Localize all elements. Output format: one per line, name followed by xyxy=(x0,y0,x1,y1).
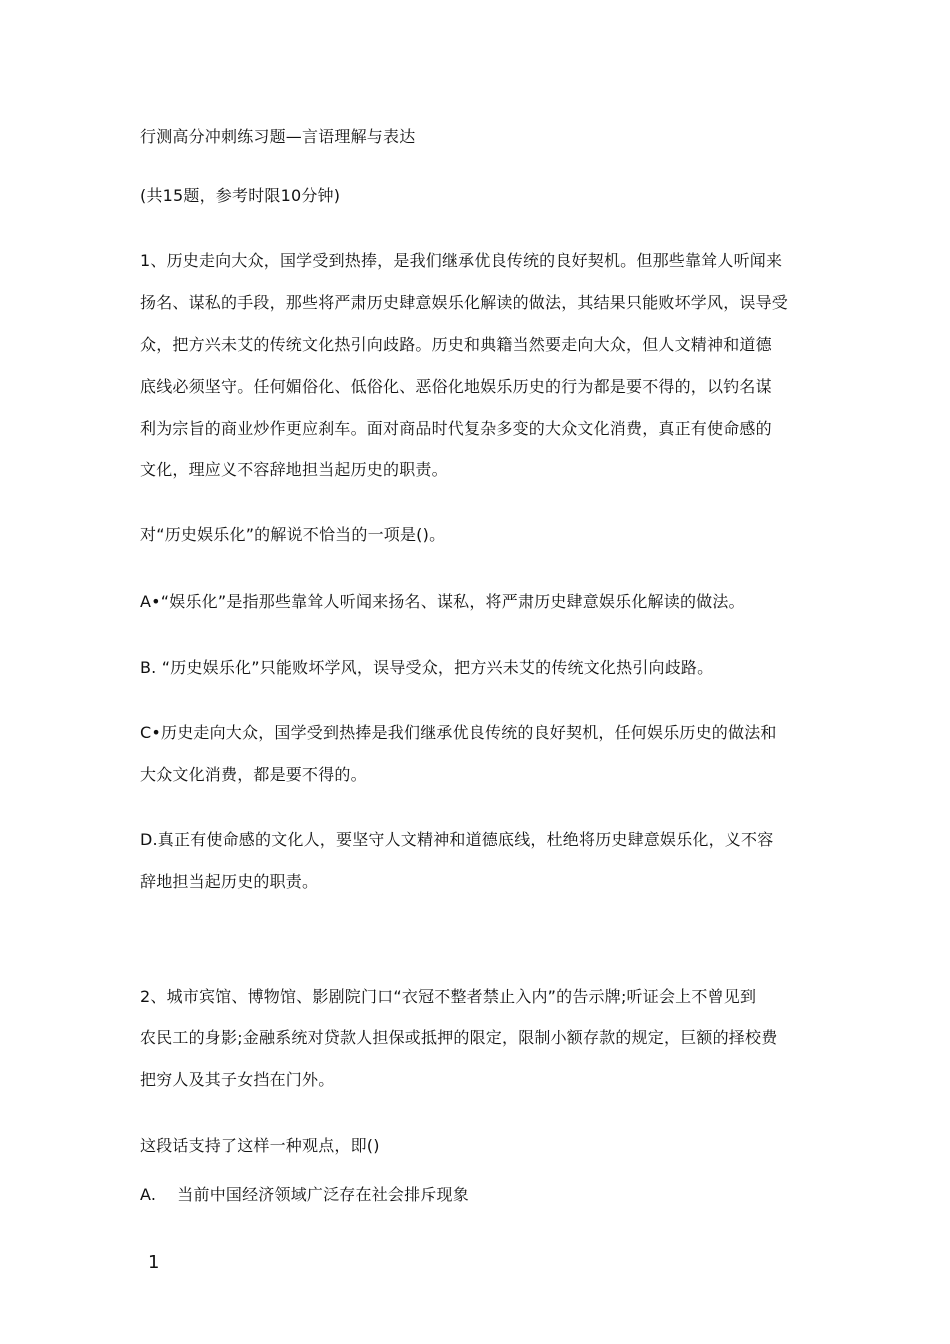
document-subtitle: (共15题，参考时限10分钟) xyxy=(140,186,341,205)
passage-line: 底线必须坚守。任何媚俗化、低俗化、恶俗化地娱乐历史的行为都是要不得的，以钓名谋 xyxy=(140,377,772,396)
passage-line: 文化，理应义不容辞地担当起历史的职责。 xyxy=(140,460,448,479)
option-c-line: C•历史走向大众，国学受到热捧是我们继承优良传统的良好契机，任何娱乐历史的做法和 xyxy=(140,723,777,742)
option-b: B. “历史娱乐化”只能败坏学风，误导受众，把方兴未艾的传统文化热引向歧路。 xyxy=(140,658,714,677)
passage-line: 1、历史走向大众，国学受到热捧，是我们继承优良传统的良好契机。但那些靠耸人听闻来 xyxy=(140,251,783,270)
passage-line: 众，把方兴未艾的传统文化热引向歧路。历史和典籍当然要走向大众，但人文精神和道德 xyxy=(140,335,772,354)
option-c-line: 大众文化消费，都是要不得的。 xyxy=(140,765,367,784)
option-a: A. 当前中国经济领域广泛存在社会排斥现象 xyxy=(140,1185,469,1204)
passage-line: 把穷人及其子女挡在门外。 xyxy=(140,1070,335,1089)
passage-line: 利为宗旨的商业炒作更应刹车。面对商品时代复杂多变的大众文化消费，真正有使命感的 xyxy=(140,419,772,438)
option-d-line: D.真正有使命感的文化人，要坚守人文精神和道德底线，杜绝将历史肆意娱乐化，义不容 xyxy=(140,830,774,849)
passage-line: 2、城市宾馆、博物馆、影剧院门口“衣冠不整者禁止入内”的告示牌;听证会上不曾见到 xyxy=(140,987,757,1006)
page-number: 1 xyxy=(148,1252,160,1273)
option-d-line: 辞地担当起历史的职责。 xyxy=(140,872,319,891)
passage-line: 农民工的身影;金融系统对贷款人担保或抵押的限定，限制小额存款的规定，巨额的择校费 xyxy=(140,1028,778,1047)
document-title: 行测高分冲刺练习题—言语理解与表达 xyxy=(140,127,416,146)
question-2-prompt: 这段话支持了这样一种观点，即() xyxy=(140,1136,380,1155)
question-1-prompt: 对“历史娱乐化”的解说不恰当的一项是()。 xyxy=(140,525,446,544)
passage-line: 扬名、谋私的手段，那些将严肃历史肆意娱乐化解读的做法，其结果只能败坏学风，误导受 xyxy=(140,293,789,312)
option-a: A•“娱乐化”是指那些靠耸人听闻来扬名、谋私，将严肃历史肆意娱乐化解读的做法。 xyxy=(140,592,745,611)
